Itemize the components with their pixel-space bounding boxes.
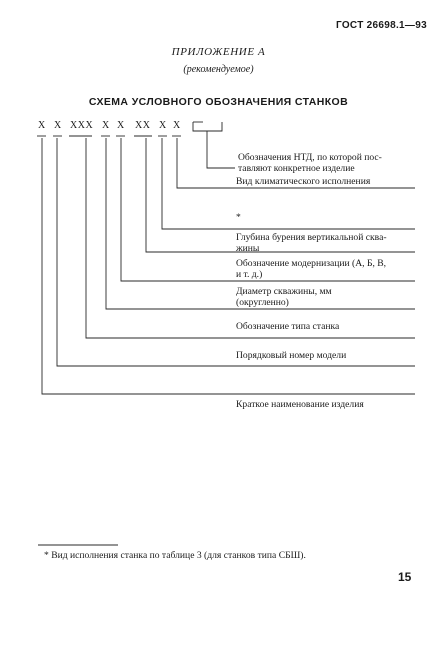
code-char: XX xyxy=(135,120,151,131)
label-model-number: Порядковый номер модели xyxy=(236,350,347,361)
code-char: X xyxy=(117,120,125,131)
label-line: Глубина бурения вертикальной сква- xyxy=(236,232,387,243)
label-type: Обозначение типа станка xyxy=(236,321,340,332)
label-asterisk: * xyxy=(236,212,241,223)
label-line: Обозначение модернизации (А, Б, В, xyxy=(236,258,387,269)
code-char: XXX xyxy=(70,120,94,131)
label-modernization xyxy=(236,258,386,280)
ntd-box xyxy=(193,122,222,131)
code-char: X xyxy=(173,120,181,131)
label-product-name: Краткое наименование изделия xyxy=(236,399,364,410)
label-depth xyxy=(236,232,387,254)
footnote: * Вид исполнения станка по таблице 3 (для станков типа СБШ). xyxy=(44,550,306,561)
code-char: X xyxy=(54,120,62,131)
code-char: X xyxy=(38,120,46,131)
label-line: Диаметр скважины, мм xyxy=(236,286,332,297)
label-diameter xyxy=(236,286,332,308)
label-climate: Вид климатического исполнения xyxy=(236,176,371,187)
code-char: X xyxy=(102,120,110,131)
label-line: Обозначения НТД, по которой пос- xyxy=(238,152,382,163)
scheme-title: СХЕМА УСЛОВНОГО ОБОЗНАЧЕНИЯ СТАНКОВ xyxy=(88,96,349,108)
page-number: 15 xyxy=(398,570,412,584)
code-char: X xyxy=(159,120,167,131)
label-line: и т. д.) xyxy=(236,269,263,280)
leader-ntd xyxy=(207,131,235,168)
label-line: жины xyxy=(236,243,260,254)
appendix-subtitle: (рекомендуемое) xyxy=(183,64,254,75)
label-line: тавляют конкретное изделие xyxy=(238,163,355,174)
label-ntd xyxy=(238,152,418,174)
label-line: (округленно) xyxy=(236,297,289,308)
document-code: ГОСТ 26698.1—93 xyxy=(336,20,427,31)
appendix-title: ПРИЛОЖЕНИЕ А xyxy=(171,46,266,58)
